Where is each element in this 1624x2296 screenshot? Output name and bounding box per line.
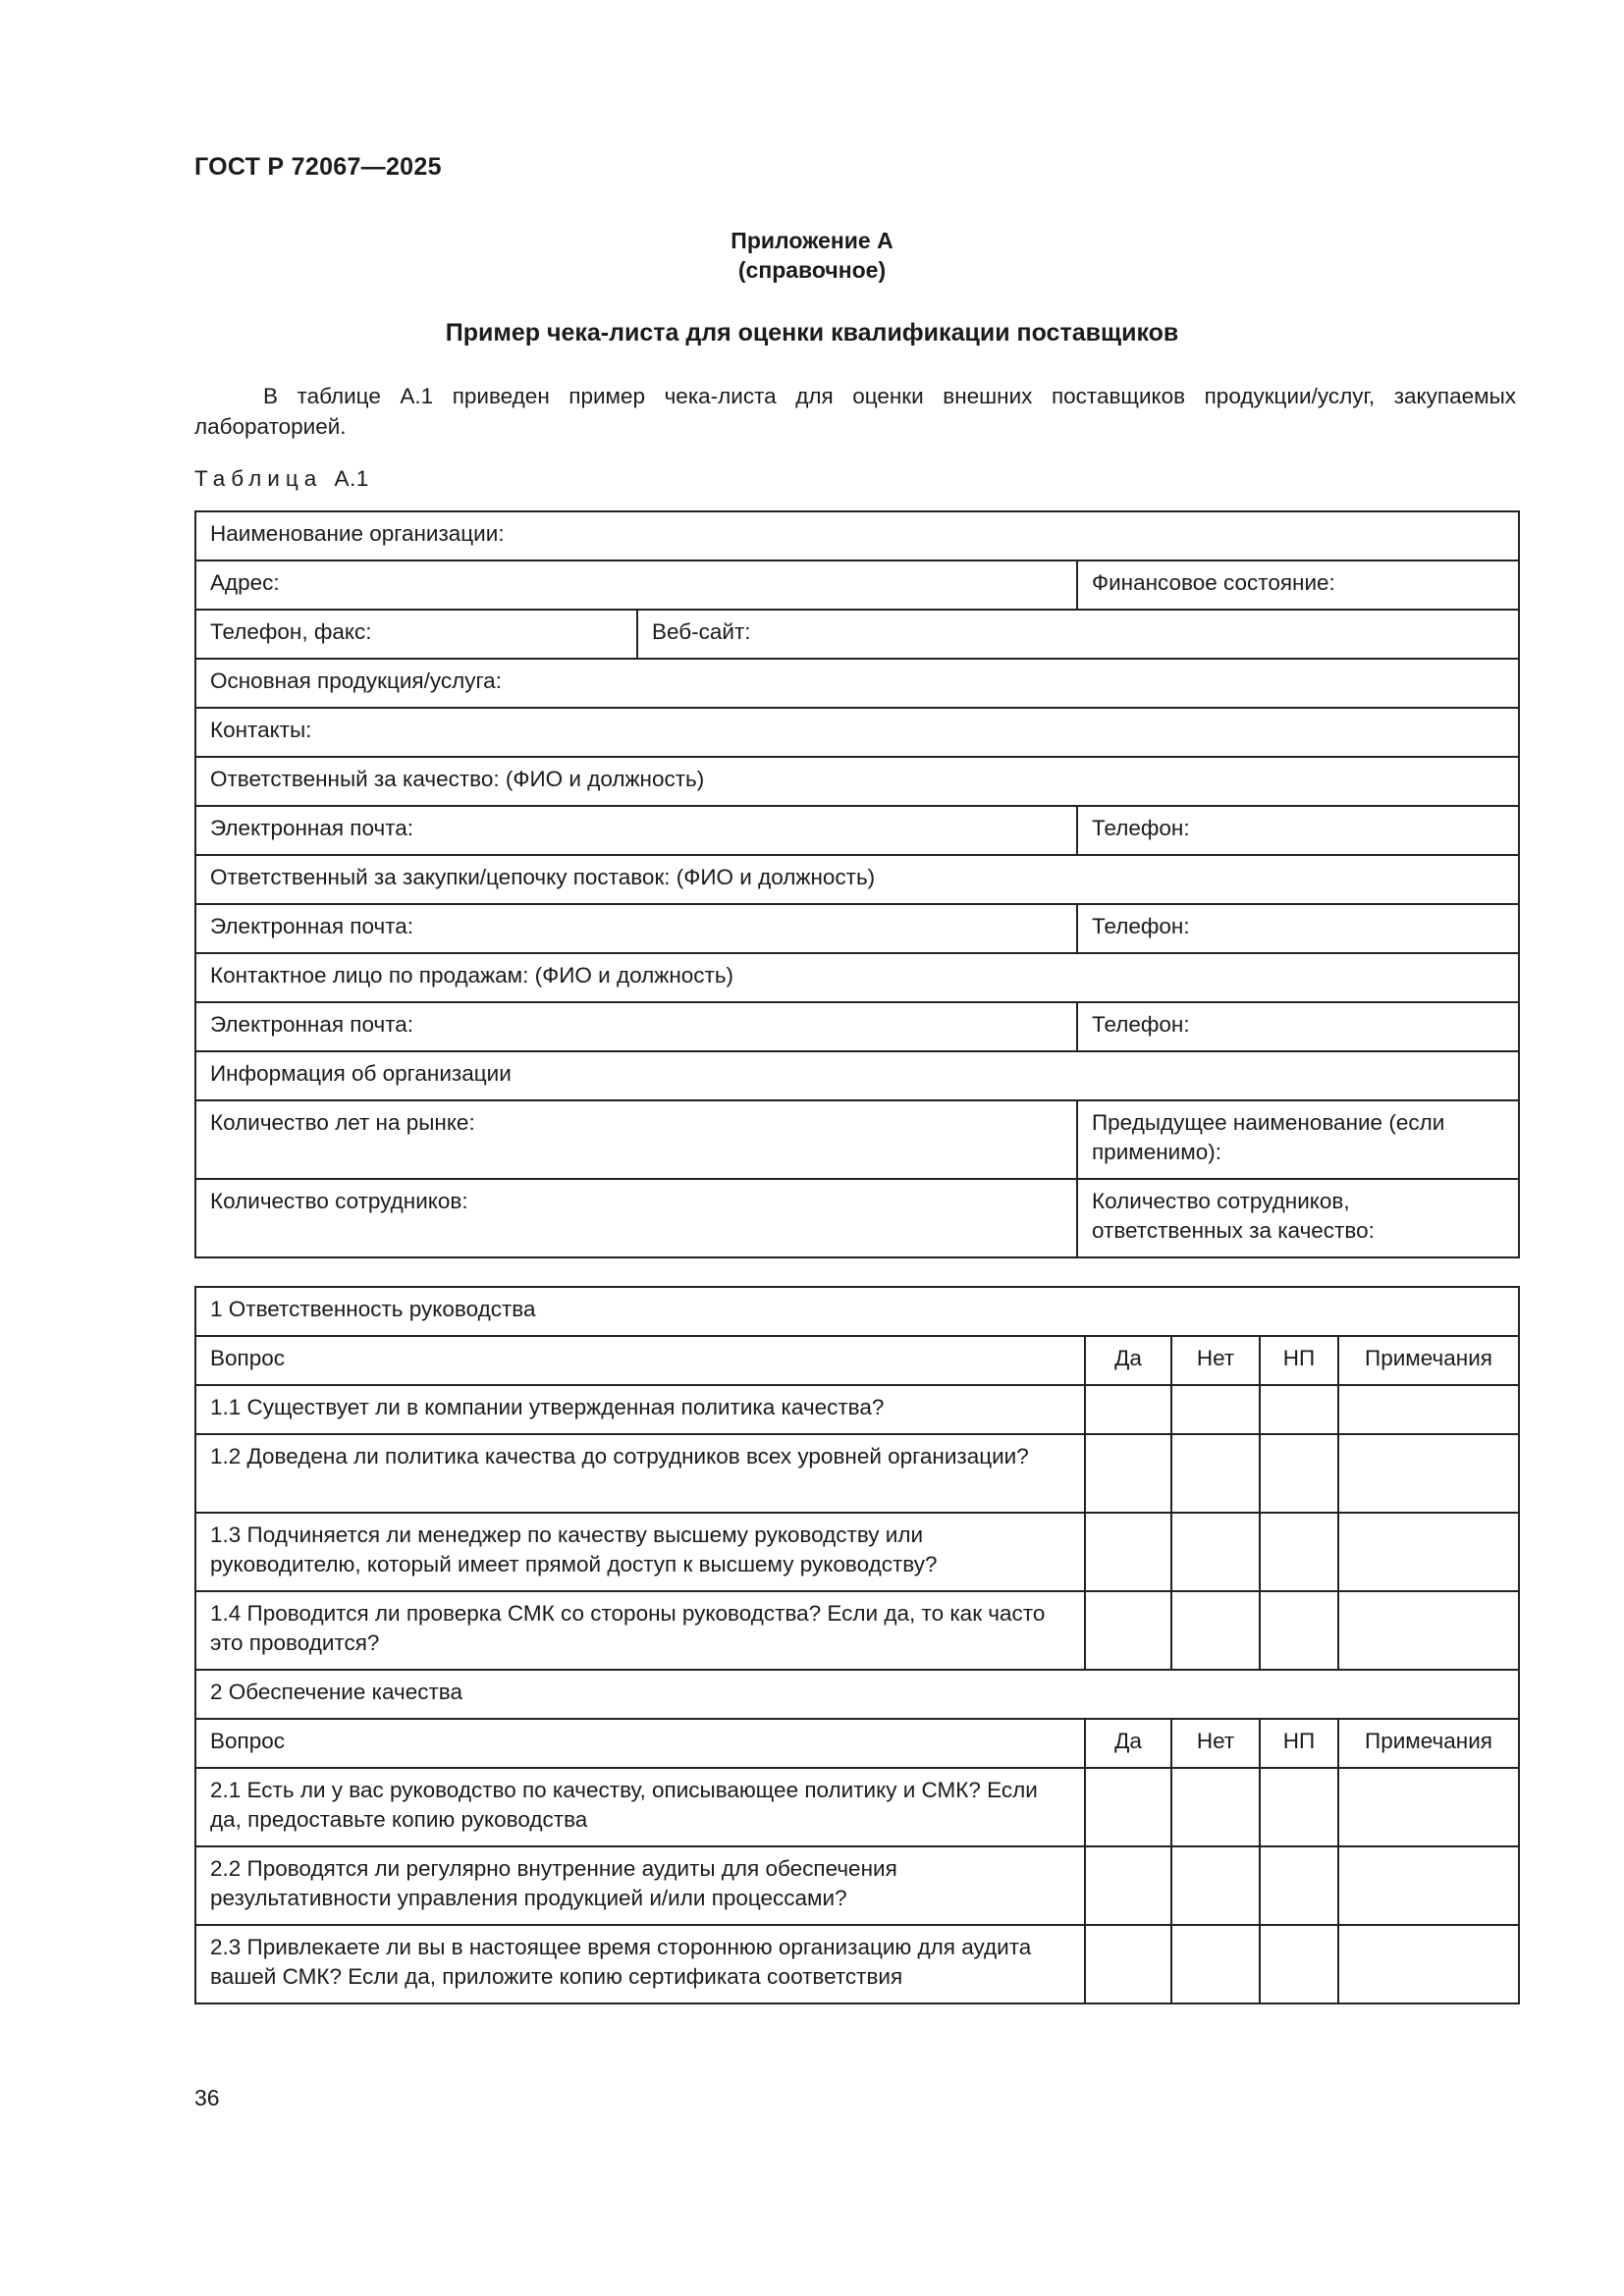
question-cell: 1.1 Существует ли в компании утвержденная политика качества? [195, 1385, 1085, 1434]
no-header: Нет [1171, 1719, 1260, 1768]
yes-cell [1085, 1434, 1171, 1513]
yes-cell [1085, 1513, 1171, 1591]
email-cell: Электронная почта: [195, 904, 1077, 953]
yes-cell [1085, 1846, 1171, 1925]
email-cell: Электронная почта: [195, 1002, 1077, 1051]
no-cell [1171, 1846, 1260, 1925]
notes-cell [1338, 1925, 1519, 2003]
notes-header: Примечания [1338, 1719, 1519, 1768]
organization-info-table [194, 510, 1520, 1258]
table-row [195, 1434, 1519, 1513]
no-cell [1171, 1768, 1260, 1846]
quality-employees-cell: Количество сотрудников, ответственных за качество: [1077, 1179, 1519, 1257]
table-label-number: А.1 [334, 466, 369, 491]
document-code: ГОСТ Р 72067—2025 [194, 153, 442, 181]
yes-cell [1085, 1385, 1171, 1434]
phone-cell: Телефон: [1077, 1002, 1519, 1051]
table-label [194, 466, 369, 492]
na-cell [1260, 1513, 1338, 1591]
website-cell: Веб-сайт: [637, 610, 1519, 659]
notes-header: Примечания [1338, 1336, 1519, 1385]
no-cell [1171, 1513, 1260, 1591]
section-title-cell: 2 Обеспечение качества [195, 1670, 1519, 1719]
na-header: НП [1260, 1336, 1338, 1385]
phone-cell: Телефон: [1077, 806, 1519, 855]
na-cell [1260, 1385, 1338, 1434]
purchase-responsible-cell: Ответственный за закупки/цепочку поставок: (ФИО и должность) [195, 855, 1519, 904]
table-row [195, 1002, 1519, 1051]
na-cell [1260, 1846, 1338, 1925]
org-info-cell: Информация об организации [195, 1051, 1519, 1100]
table-row [195, 1051, 1519, 1100]
contacts-cell: Контакты: [195, 708, 1519, 757]
question-cell: 1.2 Доведена ли политика качества до сотрудников всех уровней организации? [195, 1434, 1085, 1513]
table-row [195, 1846, 1519, 1925]
section-title: Пример чека-листа для оценки квалификации поставщиков [445, 319, 1179, 347]
notes-cell [1338, 1846, 1519, 1925]
table-row [195, 659, 1519, 708]
table-row [195, 1385, 1519, 1434]
years-on-market-cell: Количество лет на рынке: [195, 1100, 1077, 1179]
table-row [195, 1100, 1519, 1179]
phone-cell: Телефон: [1077, 904, 1519, 953]
yes-header: Да [1085, 1719, 1171, 1768]
question-cell: 2.3 Привлекаете ли вы в настоящее время стороннюю организацию для аудита вашей СМК? Если да, приложите копию сертификата соответствия [195, 1925, 1085, 2003]
annex-title: Приложение А [731, 228, 893, 253]
question-header: Вопрос [195, 1336, 1085, 1385]
no-cell [1171, 1434, 1260, 1513]
table-header-row [195, 1336, 1519, 1385]
table-row [195, 757, 1519, 806]
employees-count-cell: Количество сотрудников: [195, 1179, 1077, 1257]
address-cell: Адрес: [195, 561, 1077, 610]
table-row [195, 1287, 1519, 1336]
question-cell: 1.4 Проводится ли проверка СМК со стороны руководства? Если да, то как часто это проводится? [195, 1591, 1085, 1670]
yes-header: Да [1085, 1336, 1171, 1385]
table-row [195, 1591, 1519, 1670]
na-cell [1260, 1434, 1338, 1513]
table-row [195, 904, 1519, 953]
sales-contact-cell: Контактное лицо по продажам: (ФИО и должность) [195, 953, 1519, 1002]
checklist-table [194, 1286, 1520, 2004]
email-cell: Электронная почта: [195, 806, 1077, 855]
no-cell [1171, 1591, 1260, 1670]
table-row [195, 1513, 1519, 1591]
notes-cell [1338, 1768, 1519, 1846]
org-name-cell: Наименование организации: [195, 511, 1519, 561]
table-row [195, 610, 1519, 659]
table-row [195, 561, 1519, 610]
page-number: 36 [194, 2085, 220, 2110]
notes-cell [1338, 1385, 1519, 1434]
main-product-cell: Основная продукция/услуга: [195, 659, 1519, 708]
na-cell [1260, 1925, 1338, 2003]
notes-cell [1338, 1591, 1519, 1670]
intro-paragraph: В таблице А.1 приведен пример чека-листа для оценки внешних поставщиков продукции/услуг, закупаемых лабораторией. [194, 384, 1516, 439]
table-row [195, 1179, 1519, 1257]
yes-cell [1085, 1925, 1171, 2003]
table-row [195, 855, 1519, 904]
notes-cell [1338, 1513, 1519, 1591]
annex-type: (справочное) [737, 257, 887, 283]
quality-responsible-cell: Ответственный за качество: (ФИО и должность) [195, 757, 1519, 806]
question-cell: 2.2 Проводятся ли регулярно внутренние аудиты для обеспечения результативности управления продукцией и/или процессами? [195, 1846, 1085, 1925]
table-row [195, 1768, 1519, 1846]
notes-cell [1338, 1434, 1519, 1513]
no-cell [1171, 1925, 1260, 2003]
table-row [195, 1670, 1519, 1719]
table-row [195, 1925, 1519, 2003]
question-header: Вопрос [195, 1719, 1085, 1768]
phone-fax-cell: Телефон, факс: [195, 610, 637, 659]
previous-name-cell: Предыдущее наименование (если применимо): [1077, 1100, 1519, 1179]
question-cell: 2.1 Есть ли у вас руководство по качеству, описывающее политику и СМК? Если да, предоставьте копию руководства [195, 1768, 1085, 1846]
table-row [195, 953, 1519, 1002]
section-title-cell: 1 Ответственность руководства [195, 1287, 1519, 1336]
yes-cell [1085, 1768, 1171, 1846]
table-header-row [195, 1719, 1519, 1768]
na-header: НП [1260, 1719, 1338, 1768]
no-cell [1171, 1385, 1260, 1434]
table-row [195, 511, 1519, 561]
table-row [195, 806, 1519, 855]
financial-state-cell: Финансовое состояние: [1077, 561, 1519, 610]
question-cell: 1.3 Подчиняется ли менеджер по качеству высшему руководству или руководителю, который имеет прямой доступ к высшему руководству? [195, 1513, 1085, 1591]
no-header: Нет [1171, 1336, 1260, 1385]
na-cell [1260, 1591, 1338, 1670]
table-label-word: Таблица [194, 466, 323, 491]
table-row [195, 708, 1519, 757]
yes-cell [1085, 1591, 1171, 1670]
na-cell [1260, 1768, 1338, 1846]
